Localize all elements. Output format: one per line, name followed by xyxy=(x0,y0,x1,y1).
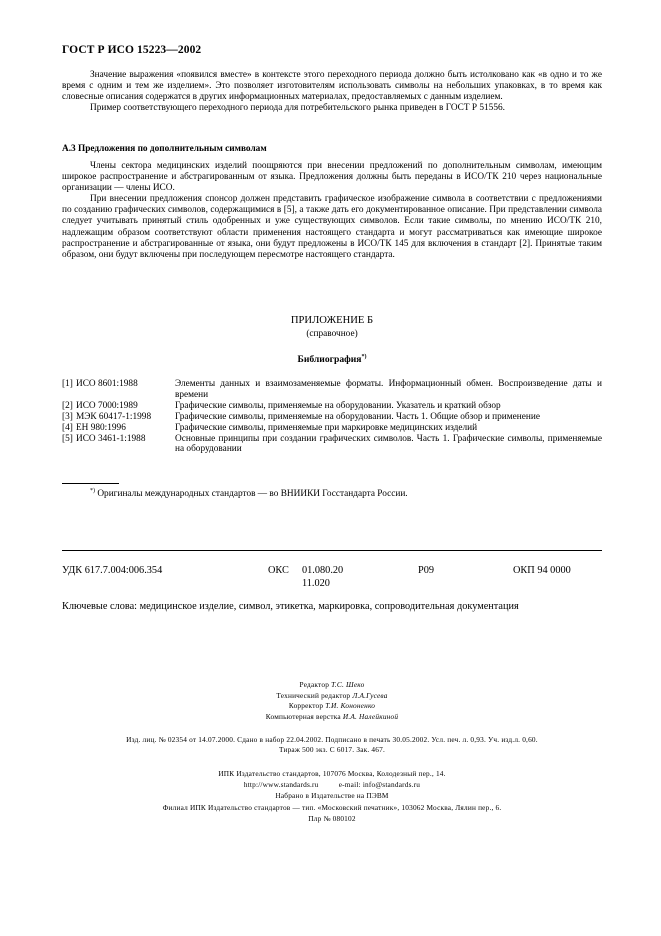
credit-name: Т.С. Шеко xyxy=(331,680,365,689)
bibliography-title-text: Библиография xyxy=(297,354,362,366)
bibliography-entry xyxy=(62,412,602,423)
appendix-subtitle: (справочное) xyxy=(306,329,358,339)
credits-block xyxy=(62,680,602,723)
credit-name: Л.А.Гусева xyxy=(352,690,388,700)
credit-line xyxy=(62,680,602,691)
publisher-line: Филиал ИПК Издательство стандартов — тип. «Московский печатник», 103062 Москва, Лялин пер., 6. xyxy=(162,802,502,812)
udk-code: УДК 617.7.004:006.354 xyxy=(62,565,163,576)
credit-role: Редактор xyxy=(299,680,330,689)
entry-number: [3] xyxy=(62,411,73,422)
credit-name: И.А. Налейкиной xyxy=(342,712,399,722)
credit-role: Компьютерная верстка xyxy=(265,712,341,722)
publisher-block xyxy=(62,768,602,824)
bibliography-entry xyxy=(62,379,602,401)
paragraph: Пример соответствующего переходного периода для потребительского рынка приведен в ГОСТ Р 51556. xyxy=(90,103,505,114)
credit-role: Корректор xyxy=(288,701,324,711)
entry-code: ИСО 8601:1988 xyxy=(76,379,138,389)
footnote xyxy=(90,488,408,499)
footnote-divider xyxy=(62,483,119,484)
entry-title: Элементы данных и взаимозаменяемые форматы. Информационный обмен. Воспроизведение даты и времени xyxy=(175,379,602,400)
credit-line xyxy=(62,701,602,712)
publisher-web: http://www.standards.ru e-mail: info@standards.ru xyxy=(243,780,421,790)
imprint-line: Изд. лиц. № 02354 от 14.07.2000. Сдано в набор 22.04.2002. Подписано в печать 30.05.2002. Усл. печ. л. 0,93. Уч. изд.л. 0,60. xyxy=(126,735,538,744)
entry-number: [4] xyxy=(62,422,73,433)
entry-title: Графические символы, применяемые на оборудовании. Часть 1. Общие обзор и применение xyxy=(175,411,540,422)
section-divider xyxy=(62,550,602,551)
bibliography-entry xyxy=(62,401,602,412)
oks-codes xyxy=(302,565,343,590)
section-heading: А.3 Предложения по дополнительным символам xyxy=(62,144,267,154)
keywords: Ключевые слова: медицинское изделие, символ, этикетка, маркировка, сопроводительная документация xyxy=(62,601,519,612)
entry-number: [2] xyxy=(62,400,73,411)
footnote-mark: *) xyxy=(361,354,367,360)
okp-code: ОКП 94 0000 xyxy=(513,565,571,576)
entry-title: Основные принципы при создании графических символов. Часть 1. Графические символы, применяемые на оборудовании xyxy=(175,433,602,455)
bibliography-title xyxy=(62,354,602,365)
credit-line xyxy=(62,712,602,723)
paragraph: Члены сектора медицинских изделий поощряются при внесении предложений по дополнительным символам, имеющим широкое распространение и абстрагированным от языка. Предложения должны быть переданы в ИСО/ТК 210 через национальные организации — члены ИСО. xyxy=(62,161,602,194)
publisher-line: Набрано в Издательстве на ПЭВМ xyxy=(275,791,389,801)
section-a3-text xyxy=(62,161,602,261)
footnote-mark: *) xyxy=(90,488,95,494)
entry-code: ИСО 3461-1:1988 xyxy=(76,433,146,444)
standard-header: ГОСТ Р ИСО 15223—2002 xyxy=(62,44,202,56)
entry-number: [5] xyxy=(62,433,73,444)
footnote-text: Оригиналы международных стандартов — во ВНИИКИ Госстандарта России. xyxy=(97,489,408,500)
entry-title: Графические символы, применяемые при маркировке медицинских изделий xyxy=(175,422,478,433)
bibliography-entry xyxy=(62,423,602,434)
imprint-line: Тираж 500 экз. С 6017. Зак. 467. xyxy=(278,745,385,755)
oks-code: 11.020 xyxy=(302,577,330,589)
credit-line xyxy=(62,691,602,702)
bibliography-entry xyxy=(62,434,602,456)
publisher-line: Плр № 080102 xyxy=(308,813,356,823)
entry-code: МЭК 60417-1:1998 xyxy=(76,411,152,422)
paragraph: При внесении предложения спонсор должен представить графическое изображение символа в соответствии с предложениями по созданию графических символов, содержащимися в [5], а также дать его документированное описание. При представлении символа следует учитывать принятый стиль одобренных и уже существующих символов. Если такие символы, по мнению ИСО/ТК 210, надлежащим образом соответствуют области применения настоящего стандарта и могут рассматриваться как имеющие широкое распространение и абстрагированные от языка, они будут предложены в ИСО/ТК 145 для включения в стандарт [2]. Принятые таким образом, они будут включены при последующем пересмотре настоящего стандарта. xyxy=(62,194,602,260)
imprint-block xyxy=(62,735,602,756)
entry-code: ИСО 7000:1989 xyxy=(76,400,138,411)
entry-title: Графические символы, применяемые на оборудовании. Указатель и краткий обзор xyxy=(175,400,501,411)
bibliography-list xyxy=(62,379,602,455)
group-code: Р09 xyxy=(418,565,435,576)
credit-role: Технический редактор xyxy=(276,690,351,700)
paragraph: Значение выражения «появился вместе» в контексте этого переходного периода должно быть истолковано как «в одно и то же время с одним и тем же изделием». Это позволяет изготовителям использовать символы на небольших упаковках, в то время как словесные описания содержатся в других информационных материалах, предоставляемых с данным изделием. xyxy=(62,70,602,103)
oks-label: ОКС xyxy=(268,565,289,576)
publisher-line: ИПК Издательство стандартов, 107076 Москва, Колодезный пер., 14. xyxy=(218,769,446,778)
intro-text xyxy=(62,70,602,114)
credit-name: Т.И. Кононенко xyxy=(325,701,376,711)
appendix-title: ПРИЛОЖЕНИЕ Б xyxy=(290,315,374,326)
entry-code: ЕН 980:1996 xyxy=(76,422,126,433)
oks-code: 01.080.20 xyxy=(302,565,344,576)
entry-number: [1] xyxy=(62,379,73,389)
